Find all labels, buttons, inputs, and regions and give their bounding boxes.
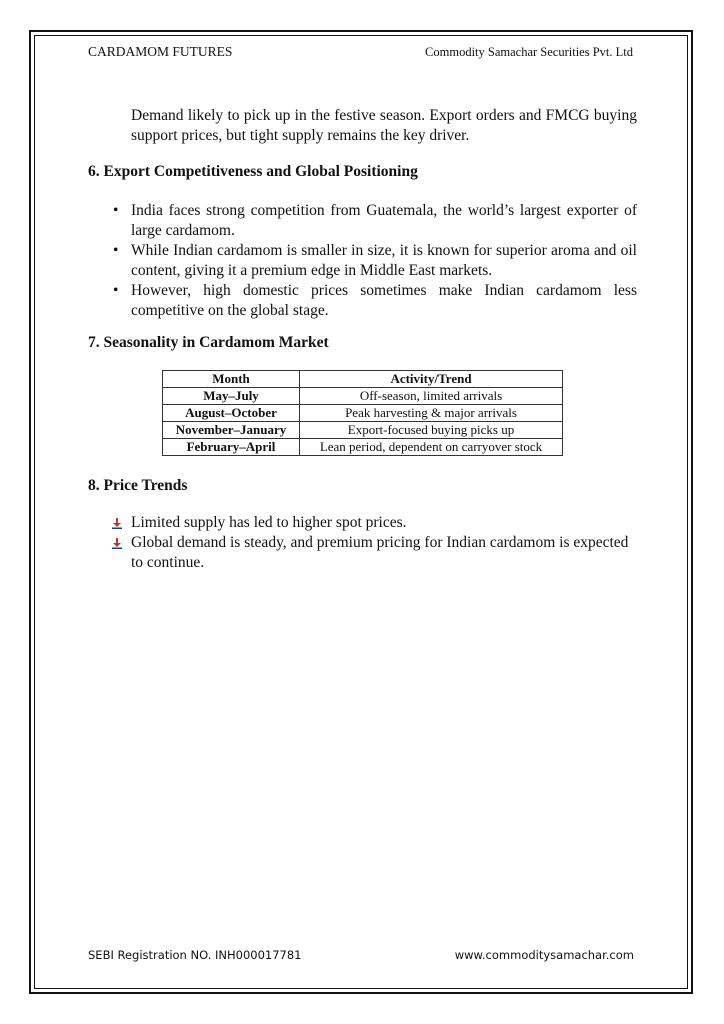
- seasonality-table: [162, 370, 563, 456]
- list-item-text: Limited supply has led to higher spot prices.: [131, 514, 407, 531]
- footer-website: www.commoditysamachar.com: [454, 948, 634, 962]
- bullet-dot-icon: •: [113, 202, 119, 219]
- section-8-heading: 8. Price Trends: [88, 477, 188, 494]
- table-header-row: [163, 371, 563, 388]
- table-cell-activity: Peak harvesting & major arrivals: [300, 405, 563, 422]
- section-6-bullet-list: [111, 201, 637, 321]
- section-7-heading: 7. Seasonality in Cardamom Market: [88, 334, 329, 351]
- table-cell-activity: Off-season, limited arrivals: [300, 388, 563, 405]
- table-cell-month: May–July: [163, 388, 300, 405]
- arrow-down-bullet-icon: [111, 538, 123, 549]
- list-item: [111, 201, 637, 241]
- table-cell-activity: Export-focused buying picks up: [300, 422, 563, 439]
- list-item: [111, 281, 637, 321]
- table-row: [163, 422, 563, 439]
- header-title: CARDAMOM FUTURES: [88, 44, 233, 59]
- list-item-text: While Indian cardamom is smaller in size, it is known for superior aroma and oil content, giving it a premium edge in Middle East markets.: [131, 242, 637, 279]
- footer-registration: SEBI Registration NO. INH000017781: [88, 948, 302, 962]
- list-item-text: However, high domestic prices sometimes make Indian cardamom less competitive on the global stage.: [131, 282, 637, 319]
- list-item: [111, 241, 637, 281]
- column-header-month: Month: [163, 371, 300, 388]
- table-row: [163, 388, 563, 405]
- header-company: Commodity Samachar Securities Pvt. Ltd: [425, 45, 633, 59]
- arrow-down-bullet-icon: [111, 518, 123, 529]
- bullet-dot-icon: •: [113, 282, 119, 299]
- list-item: [111, 533, 637, 573]
- table-cell-activity: Lean period, dependent on carryover stock: [300, 439, 563, 456]
- table-cell-month: November–January: [163, 422, 300, 439]
- table-cell-month: February–April: [163, 439, 300, 456]
- section-6-heading: 6. Export Competitiveness and Global Positioning: [88, 163, 418, 180]
- column-header-activity: Activity/Trend: [300, 371, 563, 388]
- list-item-text: India faces strong competition from Guatemala, the world’s largest exporter of large cardamom.: [131, 202, 637, 239]
- intro-paragraph: Demand likely to pick up in the festive season. Export orders and FMCG buying support prices, but tight supply remains the key driver.: [131, 107, 637, 144]
- table-cell-month: August–October: [163, 405, 300, 422]
- bullet-dot-icon: •: [113, 242, 119, 259]
- list-item: [111, 513, 637, 533]
- list-item-text: Global demand is steady, and premium pricing for Indian cardamom is expected to continue.: [131, 534, 629, 571]
- section-8-bullet-list: [111, 513, 637, 573]
- table-row: [163, 405, 563, 422]
- table-row: [163, 439, 563, 456]
